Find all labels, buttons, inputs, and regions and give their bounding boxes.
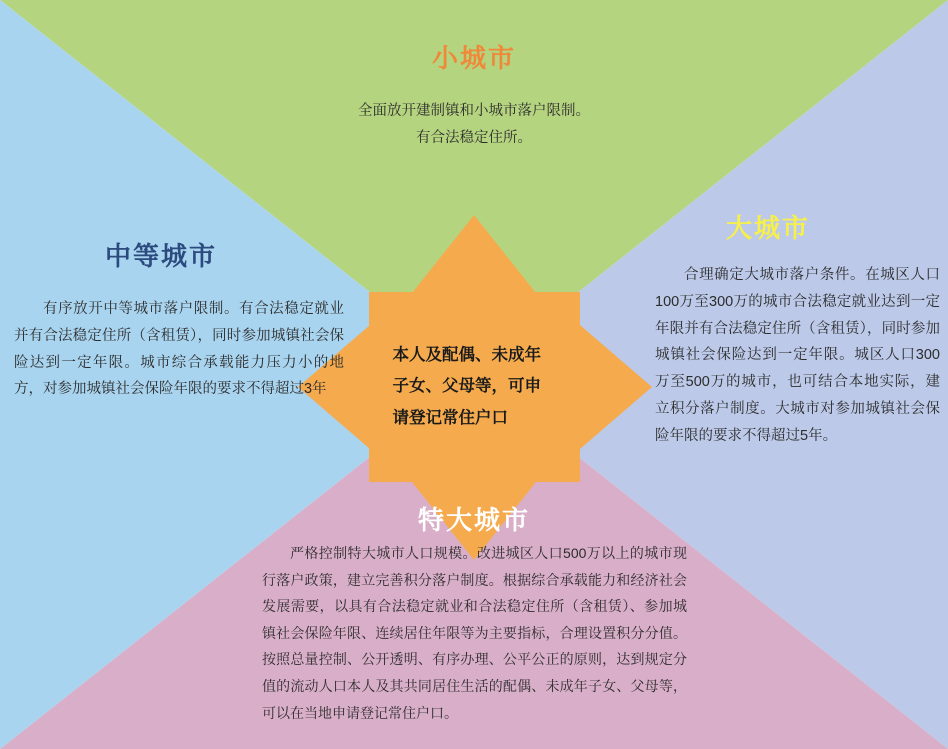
quadrant-title-bottom: 特大城市	[417, 505, 530, 535]
quadrant-title-top: 小城市	[431, 43, 516, 73]
quadrant-text-top	[0, 98, 948, 152]
quadrant-text-top-line-1: 全面放开建制镇和小城市落户限制。	[358, 103, 590, 119]
quadrant-text-left: 有序放开中等城市落户限制。有合法稳定就业并有合法稳定住所（含租赁），同时参加城镇社会保险达到一定年限。城市综合承载能力压力小的地方，对参加城镇社会保险年限的要求不得超过3年	[14, 301, 344, 398]
arrow-right-icon	[580, 325, 652, 449]
quadrant-title-left: 中等城市	[105, 241, 218, 271]
center-node	[369, 292, 580, 482]
quadrant-text-right: 合理确定大城市落户条件。在城区人口100万至300万的城市合法稳定就业达到一定年限并有合法稳定住所（含租赁），同时参加城镇社会保险达到一定年限。城区人口300万至500万的城市，也可结合本地实际，建立积分落户制度。大城市对参加城镇社会保险年限的要求不得超过5年。	[655, 267, 940, 444]
quadrant-title-right: 大城市	[726, 213, 811, 243]
quadrant-text-top-line-2: 有合法稳定住所。	[416, 129, 532, 146]
quadrant-text-bottom: 严格控制特大城市人口规模。改进城区人口500万以上的城市现行落户政策，建立完善积分落户制度。根据综合承载能力和经济社会发展需要，以具有合法稳定就业和合法稳定住所（含租赁）、参加城镇社会保险年限、连续居住年限等为主要指标，合理设置积分分值。按照总量控制、公开透明、有序办理、公平公正的原则，达到规定分值的流动人口本人及其共同居住生活的配偶、未成年子女、父母等，可以在当地申请登记常住户口。	[262, 545, 687, 721]
center-node-label: 本人及配偶、未成年子女、父母等，可申请登记常住户口	[392, 345, 541, 427]
arrow-up-icon	[412, 215, 536, 293]
